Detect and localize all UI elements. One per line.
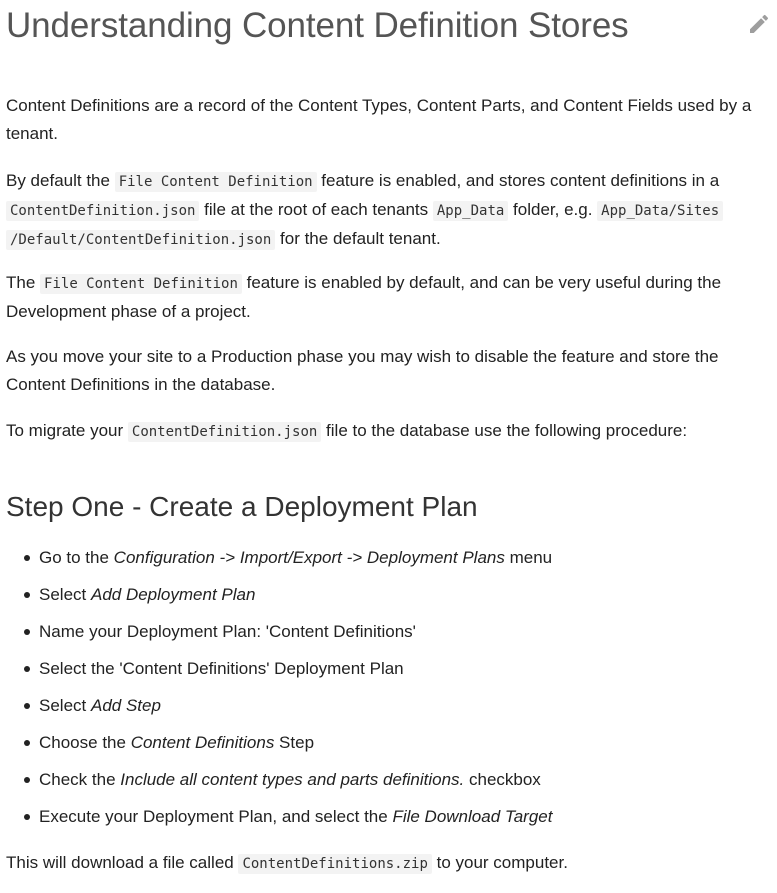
emphasis: Configuration -> Import/Export -> Deployment Plans [113,548,505,567]
list-item [6,803,766,840]
intro-paragraph: Content Definitions are a record of the Content Types, Content Parts, and Content Fields used by a tenant. [6,96,752,143]
inline-code: File Content Definition [40,274,242,294]
bullet [24,629,30,635]
text: Name your Deployment Plan: 'Content Definitions' [39,622,416,641]
text: Select the 'Content Definitions' Deployment Plan [39,659,404,678]
list-item [6,729,766,766]
text: Select [39,585,91,604]
document-page [6,0,766,872]
text: By default the [6,171,115,190]
list-item [6,618,766,655]
bullet [24,703,30,709]
step-heading: Step One - Create a Deployment Plan [6,491,478,522]
text: Go to the [39,548,114,567]
text: Select [39,696,91,715]
inline-code: ContentDefinition.json [6,201,199,221]
inline-code: File Content Definition [115,172,317,192]
emphasis: Content Definitions [130,733,275,752]
inline-code: App_Data [433,201,508,221]
list-item [6,655,766,692]
emphasis: Add Step [90,696,161,715]
text: Step [274,733,315,752]
migrate-paragraph [6,417,766,446]
list-item [6,581,766,618]
list-item [6,544,766,581]
bullet [24,666,30,672]
text: Check the [39,770,121,789]
inline-code: ContentDefinitions.zip [238,854,431,874]
inline-code: ContentDefinition.json [128,422,321,442]
text: for the default tenant. [275,229,441,248]
text: This will download a file called [6,853,239,872]
text: file at the root of each tenants [199,200,433,219]
text: feature is enabled, and stores content definitions in a [316,171,720,190]
emphasis: Add Deployment Plan [90,585,256,604]
text: menu [504,548,553,567]
emphasis: Include all content types and parts definitions. [120,770,465,789]
text: to your computer. [431,853,568,872]
default-store-paragraph [6,167,770,254]
inline-code: App_Data/Sites [597,201,723,221]
emphasis: File Download Target [392,807,553,826]
production-paragraph: As you move your site to a Production phase you may wish to disable the feature and store the Content Definitions in the database. [6,347,719,394]
text: file to the database use the following procedure: [321,421,688,440]
text: feature is enabled by default, and can be very useful during the Development phase of a project. [6,273,722,321]
inline-code: /Default/ContentDefinition.json [6,230,275,250]
list-item [6,692,766,729]
steps-list [6,544,766,840]
download-paragraph [6,849,766,878]
text: folder, e.g. [508,200,598,219]
bullet [24,777,30,783]
feature-paragraph [6,269,766,326]
text: Execute your Deployment Plan, and select the [39,807,393,826]
text: checkbox [464,770,541,789]
text: The [6,273,41,292]
bullet [24,555,30,561]
bullet [24,592,30,598]
text: To migrate your [6,421,128,440]
bullet [24,814,30,820]
text: Choose the [39,733,131,752]
page-title: Understanding Content Definition Stores [6,6,629,45]
bullet [24,740,30,746]
pencil-icon[interactable] [747,12,771,36]
list-item [6,766,766,803]
